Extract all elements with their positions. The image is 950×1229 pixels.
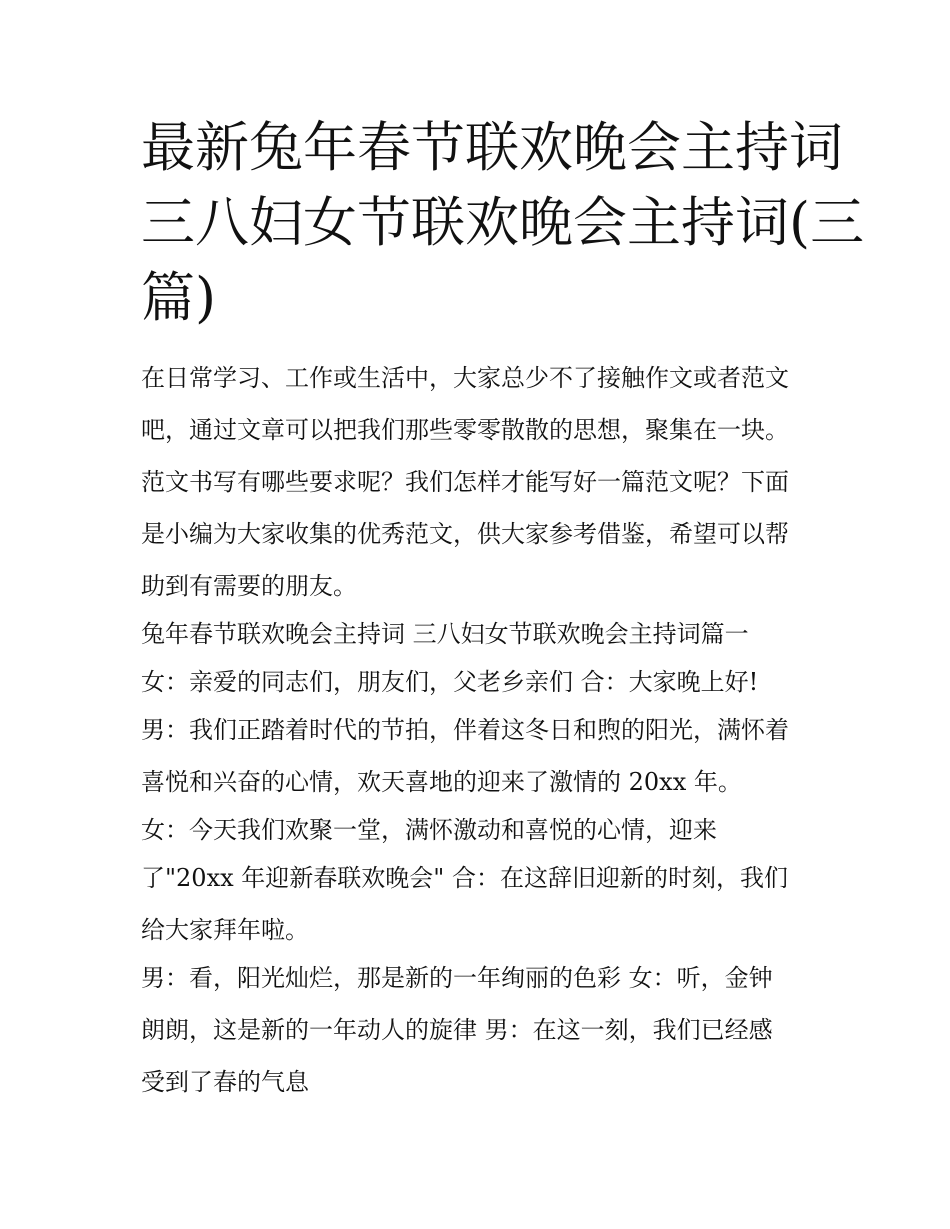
body-line: 朗朗，这是新的一年动人的旋律 男：在这一刻，我们已经感 [141, 1016, 773, 1044]
title-line: 最新兔年春节联欢晚会主持词 [141, 116, 843, 179]
body-line: 受到了春的气息 [141, 1068, 309, 1096]
body-line: 兔年春节联欢晚会主持词 三八妇女节联欢晚会主持词篇一 [141, 620, 749, 648]
body-line: 女：亲爱的同志们，朋友们，父老乡亲们 合：大家晚上好! [141, 668, 759, 696]
body-line: 给大家拜年啦。 [141, 916, 309, 944]
body-line: 是小编为大家收集的优秀范文，供大家参考借鉴，希望可以帮 [141, 520, 789, 548]
title-line: 三八妇女节联欢晚会主持词(三 [141, 191, 865, 254]
title-line: 篇) [141, 266, 217, 329]
body-line: 男：看，阳光灿烂，那是新的一年绚丽的色彩 女：听，金钟 [141, 964, 773, 992]
document-body [141, 356, 831, 1112]
body-line: 了"20xx 年迎新春联欢晚会" 合：在这辞旧迎新的时刻，我们 [141, 864, 788, 892]
document-title [141, 110, 865, 335]
body-line: 助到有需要的朋友。 [141, 572, 357, 600]
body-line: 喜悦和兴奋的心情，欢天喜地的迎来了激情的 20xx 年。 [141, 768, 742, 796]
body-line: 女：今天我们欢聚一堂，满怀激动和喜悦的心情，迎来 [141, 816, 717, 844]
body-line: 在日常学习、工作或生活中，大家总少不了接触作文或者范文 [141, 364, 789, 392]
body-line: 男：我们正踏着时代的节拍，伴着这冬日和煦的阳光，满怀着 [141, 716, 789, 744]
body-line: 吧，通过文章可以把我们那些零零散散的思想，聚集在一块。 [141, 416, 789, 444]
body-line: 范文书写有哪些要求呢？我们怎样才能写好一篇范文呢？下面 [141, 468, 789, 496]
